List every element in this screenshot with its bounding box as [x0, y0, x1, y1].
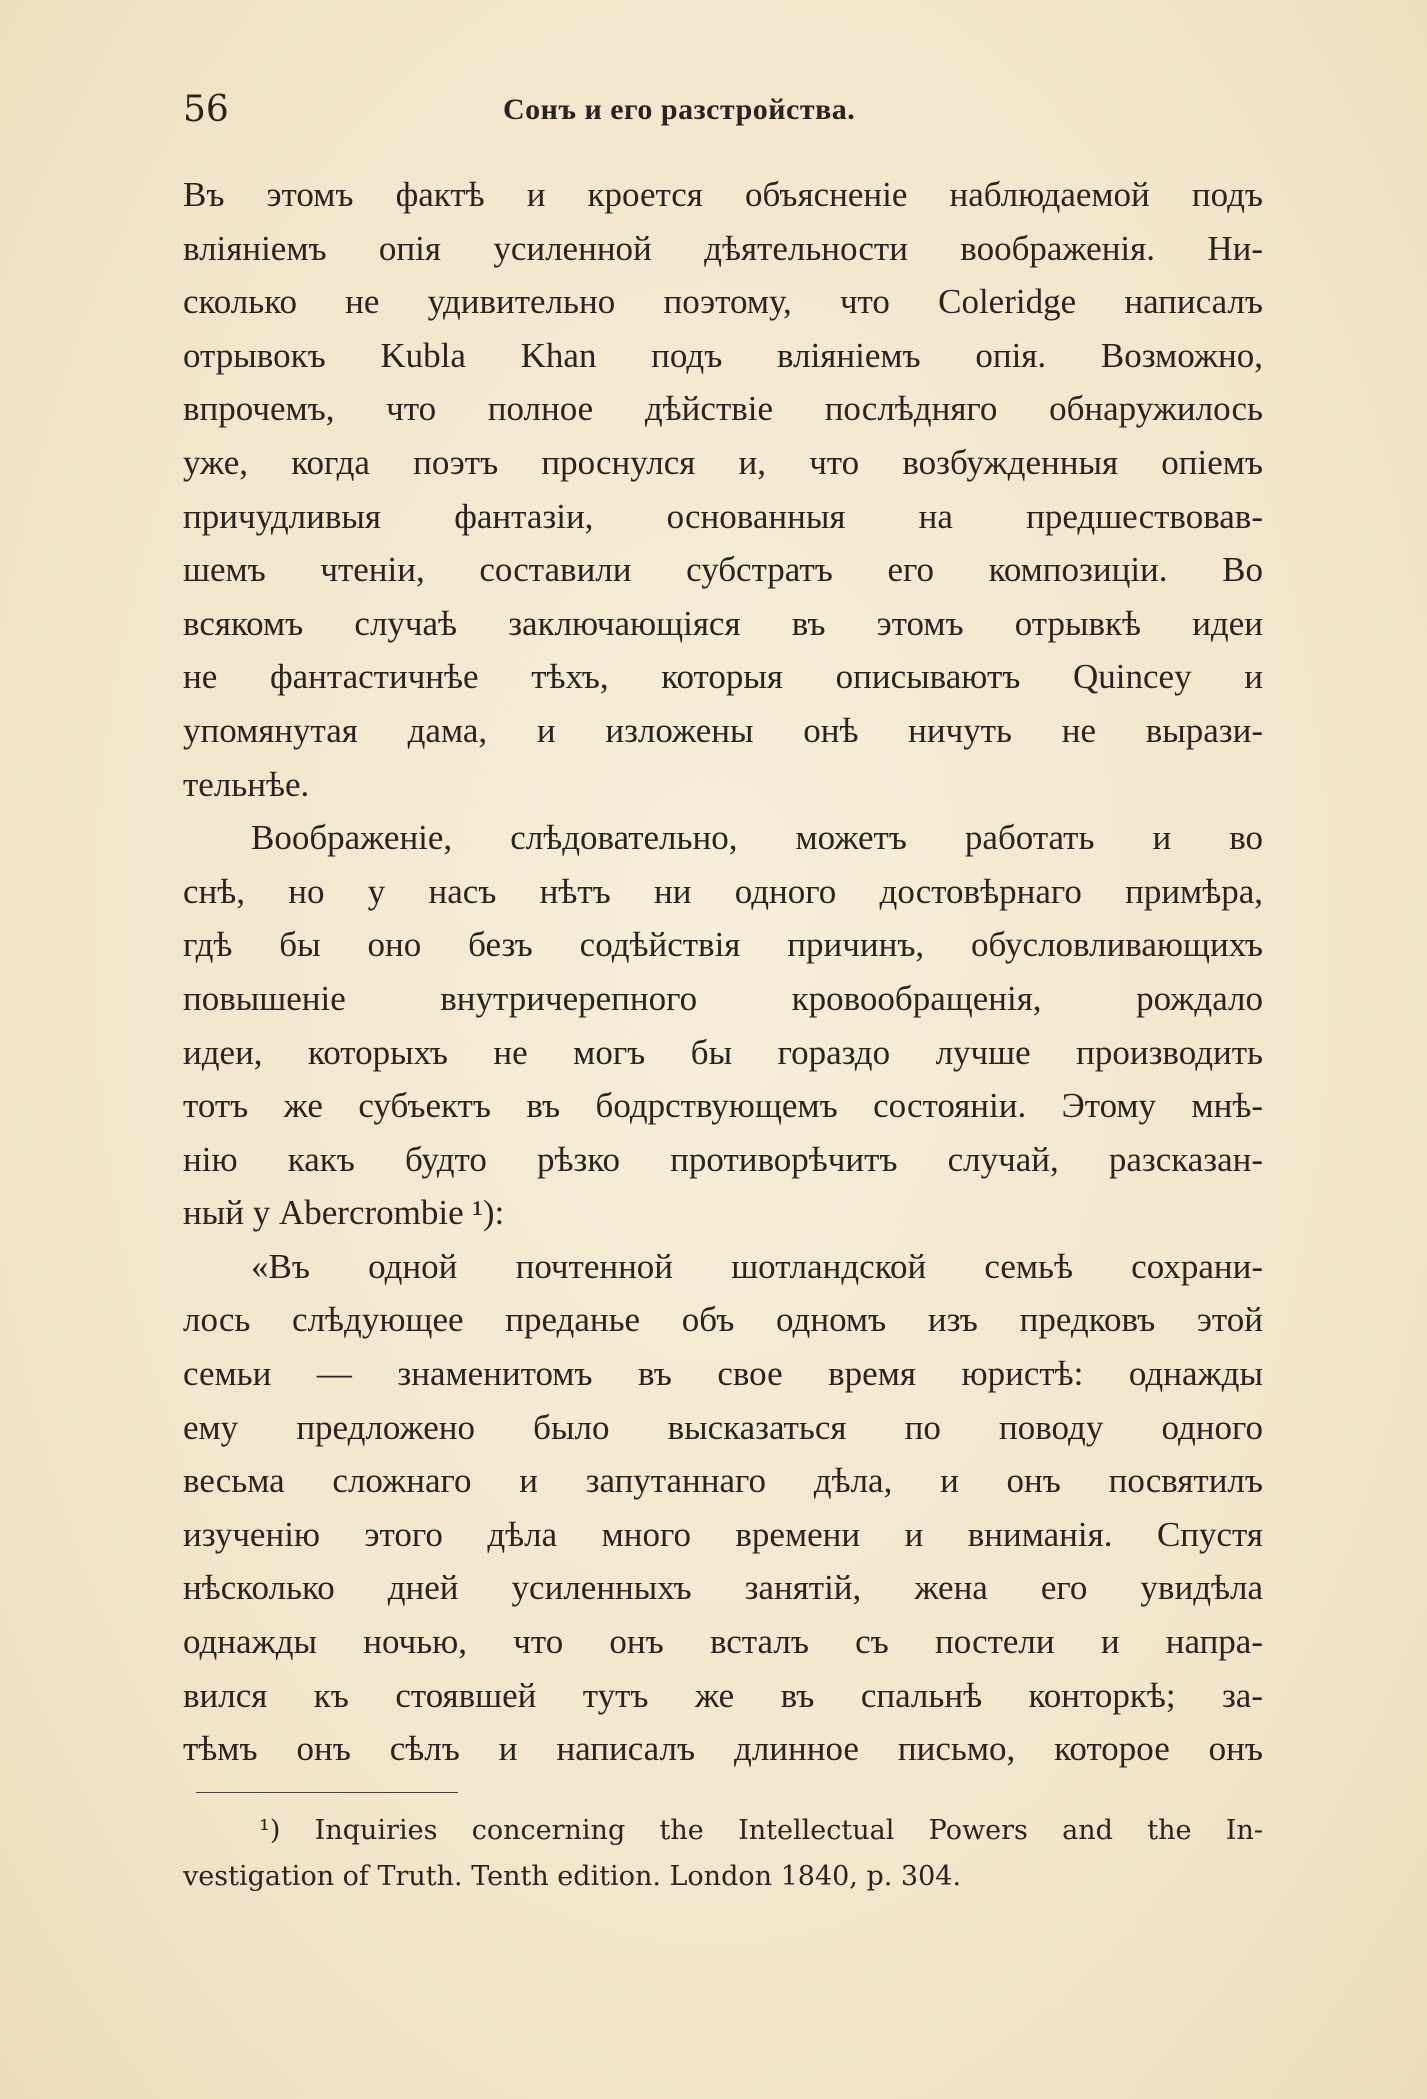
text-line: тотъ же субъектъ въ бодрствующемъ состояніи. Этому мнѣ-: [183, 1086, 1263, 1126]
text-line: нѣсколько дней усиленныхъ занятій, жена его увидѣла: [183, 1568, 1263, 1608]
text-line: нію какъ будто рѣзко противорѣчитъ случай, разсказан-: [183, 1139, 1263, 1179]
footnote-divider: [196, 1792, 458, 1793]
text-line: вился къ стоявшей тутъ же въ спальнѣ конторкѣ; за-: [183, 1675, 1263, 1715]
text-line: тельнѣе.: [183, 764, 310, 804]
text-line: впрочемъ, что полное дѣйствіе послѣдняго обнаружилось: [183, 389, 1263, 429]
body-text: [183, 168, 1263, 1776]
text-line: повышеніе внутричерепного кровообращенія, рождало: [183, 978, 1263, 1018]
text-line: ный у Abercrombie ¹):: [183, 1193, 505, 1233]
page-header: [183, 88, 1263, 138]
text-line: Воображеніе, слѣдовательно, можетъ работать и во: [251, 818, 1263, 858]
text-line: не фантастичнѣе тѣхъ, которыя описываютъ Quincey и: [183, 657, 1263, 697]
text-line: вліяніемъ опія усиленной дѣятельности воображенія. Ни-: [183, 228, 1263, 268]
text-line: отрывокъ Kubla Khan подъ вліяніемъ опія. Возможно,: [183, 335, 1263, 375]
footnote-line: ¹) Inquiries concerning the Intellectual Powers and the In-: [259, 1815, 1263, 1846]
text-line: гдѣ бы оно безъ содѣйствія причинъ, обусловливающихъ: [183, 925, 1263, 965]
text-line: «Въ одной почтенной шотландской семьѣ сохрани-: [251, 1246, 1263, 1286]
text-line: идеи, которыхъ не могъ бы гораздо лучше производить: [183, 1032, 1263, 1072]
text-line: снѣ, но у насъ нѣтъ ни одного достовѣрнаго примѣра,: [183, 871, 1263, 911]
text-line: весьма сложнаго и запутаннаго дѣла, и онъ посвятилъ: [183, 1461, 1263, 1501]
text-line: ему предложено было высказаться по поводу одного: [183, 1407, 1263, 1447]
page-number: 56: [183, 89, 229, 130]
text-line: причудливыя фантазіи, основанныя на предшествовав-: [183, 496, 1263, 536]
text-line: Въ этомъ фактѣ и кроется объясненіе наблюдаемой подъ: [183, 175, 1263, 214]
text-line: лось слѣдующее преданье объ одномъ изъ предковъ этой: [183, 1300, 1263, 1340]
footnote-line: vestigation of Truth. Tenth edition. London 1840, p. 304.: [183, 1861, 962, 1892]
text-line: однажды ночью, что онъ всталъ съ постели и напра-: [183, 1622, 1263, 1662]
text-line: сколько не удивительно поэтому, что Coleridge написалъ: [183, 282, 1263, 322]
text-line: уже, когда поэтъ проснулся и, что возбужденныя опіемъ: [183, 442, 1263, 482]
footnote: [183, 1808, 1263, 1900]
running-title: Сонъ и его разстройства.: [503, 93, 856, 126]
text-line: изученію этого дѣла много времени и вниманія. Спустя: [183, 1514, 1263, 1554]
text-line: шемъ чтеніи, составили субстратъ его композиціи. Во: [183, 550, 1263, 590]
text-line: семьи — знаменитомъ въ свое время юристѣ: однажды: [183, 1354, 1263, 1394]
text-line: всякомъ случаѣ заключающіяся въ этомъ отрывкѣ идеи: [183, 603, 1263, 643]
text-line: упомянутая дама, и изложены онѣ ничуть не вырази-: [183, 710, 1263, 750]
text-line: тѣмъ онъ сѣлъ и написалъ длинное письмо, которое онъ: [183, 1729, 1263, 1769]
